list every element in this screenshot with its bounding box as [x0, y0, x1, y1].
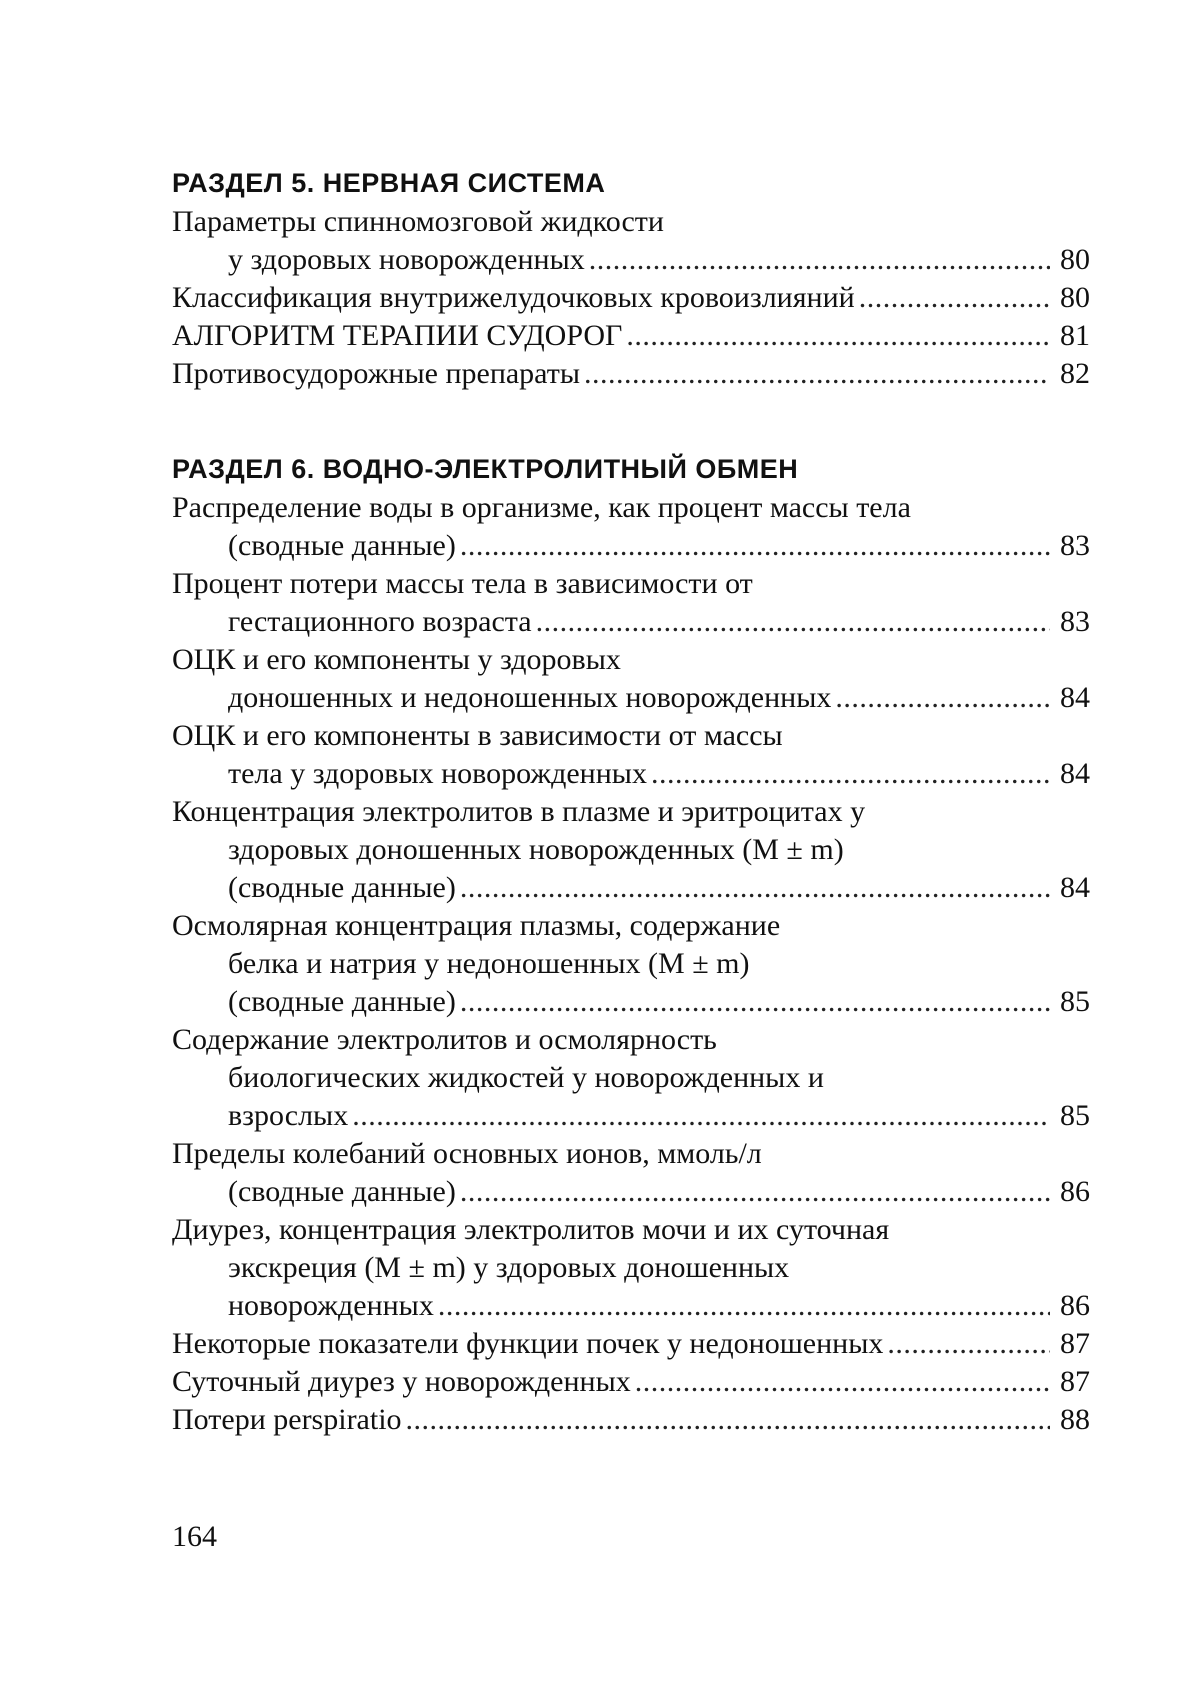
entry-line: белка и натрия у недоношенных (M ± m): [228, 947, 750, 980]
entry-page-number: 83: [1060, 605, 1090, 638]
toc-entry: [172, 793, 1090, 907]
entry-line: новорожденных: [228, 1289, 434, 1322]
entry-page-number: 86: [1060, 1289, 1090, 1322]
dot-leader: [460, 983, 1050, 1021]
section-5: [172, 165, 1090, 393]
toc-entry: [172, 1401, 1090, 1439]
toc-entry: [172, 203, 1090, 279]
dot-leader: [406, 1401, 1050, 1439]
toc-entry: [172, 1363, 1090, 1401]
entry-line: Суточный диурез у новорожденных: [172, 1365, 631, 1398]
entry-line: Классификация внутрижелудочковых кровоизлияний: [172, 281, 855, 314]
entry-page-number: 87: [1060, 1365, 1090, 1398]
section-6: [172, 451, 1090, 1439]
dot-leader: [589, 241, 1050, 279]
entry-page-number: 84: [1060, 681, 1090, 714]
entry-page-number: 86: [1060, 1175, 1090, 1208]
dot-leader: [584, 355, 1050, 393]
dot-leader: [536, 603, 1050, 641]
entry-line: Потери perspiratio: [172, 1403, 402, 1436]
dot-leader: [438, 1287, 1050, 1325]
entry-line: тела у здоровых новорожденных: [228, 757, 647, 790]
dot-leader: [651, 755, 1050, 793]
dot-leader: [626, 317, 1050, 355]
entry-line: здоровых доношенных новорожденных (M ± m): [228, 833, 844, 866]
entry-line: доношенных и недоношенных новорожденных: [228, 681, 832, 714]
toc-entry: [172, 907, 1090, 1021]
dot-leader: [460, 1173, 1050, 1211]
toc-entry: [172, 1211, 1090, 1325]
entry-line: Параметры спинномозговой жидкости: [172, 205, 664, 238]
dot-leader: [352, 1097, 1050, 1135]
entry-line: гестационного возраста: [228, 605, 532, 638]
entry-line: биологических жидкостей у новорожденных и: [228, 1061, 824, 1094]
entry-page-number: 82: [1060, 357, 1090, 390]
entry-line: Диурез, концентрация электролитов мочи и их суточная: [172, 1213, 890, 1246]
entry-line: АЛГОРИТМ ТЕРАПИИ СУДОРОГ: [172, 319, 623, 352]
entry-page-number: 84: [1060, 757, 1090, 790]
table-of-contents: [172, 165, 1090, 1497]
section-title: РАЗДЕЛ 5. НЕРВНАЯ СИСТЕМА: [172, 168, 606, 198]
dot-leader: [635, 1363, 1050, 1401]
toc-entry: [172, 1135, 1090, 1211]
toc-entry: [172, 355, 1090, 393]
entry-line: Процент потери массы тела в зависимости от: [172, 567, 753, 600]
entry-page-number: 80: [1060, 243, 1090, 276]
toc-entry: [172, 489, 1090, 565]
entry-page-number: 80: [1060, 281, 1090, 314]
entry-page-number: 87: [1060, 1327, 1090, 1360]
page-number: 164: [172, 1520, 217, 1553]
entry-line: экскреция (M ± m) у здоровых доношенных: [228, 1251, 790, 1284]
toc-entry: [172, 717, 1090, 793]
entry-line: взрослых: [228, 1099, 349, 1132]
entry-line: Концентрация электролитов в плазме и эритроцитах у: [172, 795, 866, 828]
entry-line: (сводные данные): [228, 985, 456, 1018]
toc-entry: [172, 317, 1090, 355]
entry-line: Некоторые показатели функции почек у недоношенных: [172, 1327, 884, 1360]
entry-page-number: 85: [1060, 985, 1090, 1018]
entry-line: Распределение воды в организме, как процент массы тела: [172, 491, 911, 524]
dot-leader: [835, 679, 1050, 717]
entry-line: ОЦК и его компоненты у здоровых: [172, 643, 621, 676]
entry-page-number: 83: [1060, 529, 1090, 562]
toc-entry: [172, 1325, 1090, 1363]
entry-line: Содержание электролитов и осмолярность: [172, 1023, 717, 1056]
toc-entry: [172, 641, 1090, 717]
entry-line: (сводные данные): [228, 871, 456, 904]
entry-line: Противосудорожные препараты: [172, 357, 580, 390]
entry-line: у здоровых новорожденных: [228, 243, 585, 276]
entry-line: Пределы колебаний основных ионов, ммоль/л: [172, 1137, 762, 1170]
dot-leader: [460, 869, 1050, 907]
entry-line: (сводные данные): [228, 1175, 456, 1208]
entry-page-number: 81: [1060, 319, 1090, 352]
toc-entry: [172, 1021, 1090, 1135]
entry-line: Осмолярная концентрация плазмы, содержание: [172, 909, 781, 942]
dot-leader: [887, 1325, 1050, 1363]
entry-page-number: 85: [1060, 1099, 1090, 1132]
section-title: РАЗДЕЛ 6. ВОДНО-ЭЛЕКТРОЛИТНЫЙ ОБМЕН: [172, 454, 799, 484]
entry-page-number: 88: [1060, 1403, 1090, 1436]
dot-leader: [460, 527, 1050, 565]
toc-entry: [172, 279, 1090, 317]
toc-entry: [172, 565, 1090, 641]
dot-leader: [859, 279, 1050, 317]
entry-line: (сводные данные): [228, 529, 456, 562]
entry-page-number: 84: [1060, 871, 1090, 904]
entry-line: ОЦК и его компоненты в зависимости от массы: [172, 719, 783, 752]
